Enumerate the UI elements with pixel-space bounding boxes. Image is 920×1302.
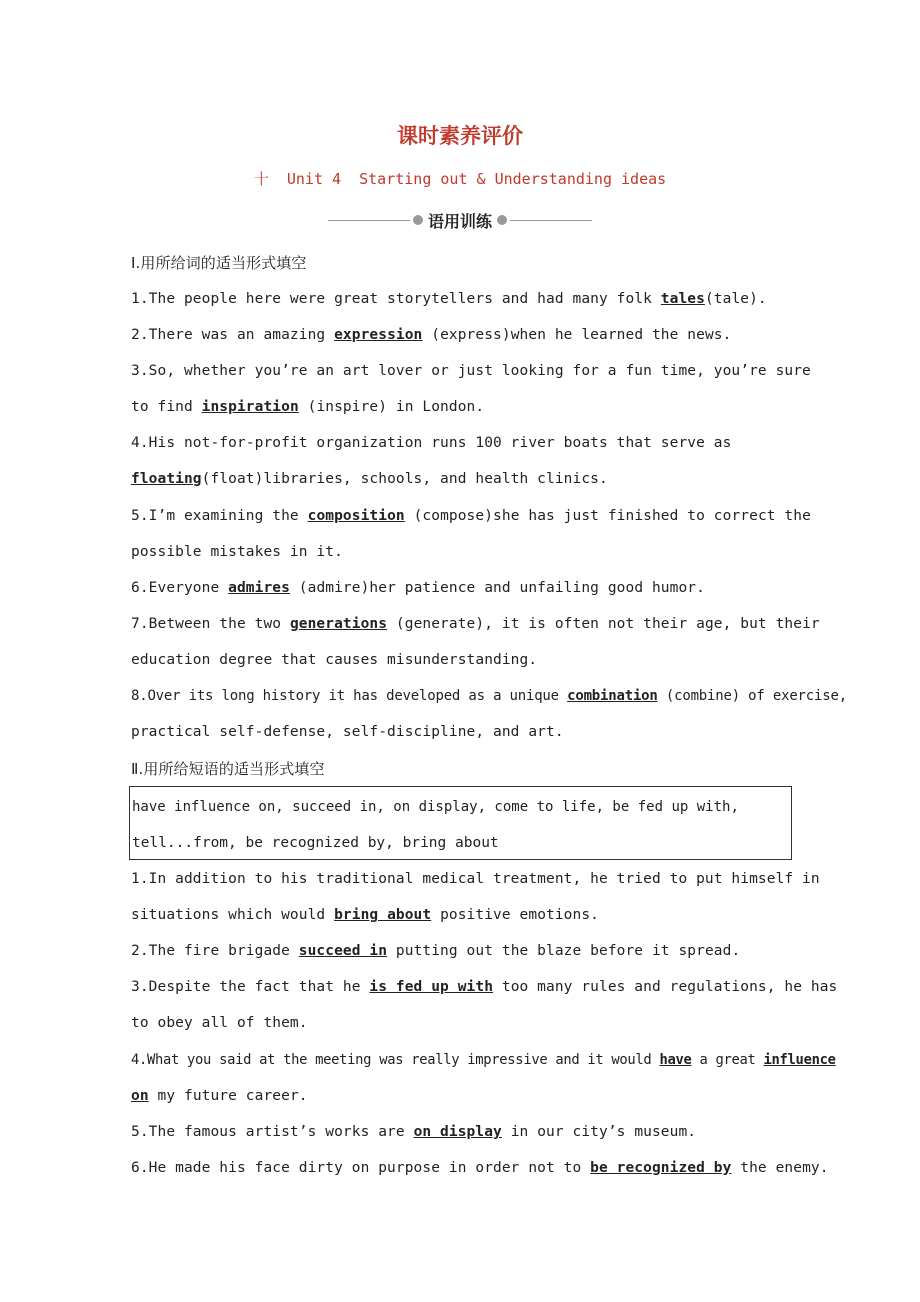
- answer: on: [131, 1088, 149, 1104]
- s1-item-8-line1: 8.Over its long history it has developed as a unique combination (combine) of exercise,: [131, 688, 847, 704]
- answer: influence: [763, 1052, 836, 1068]
- banner-label: 语用训练: [428, 211, 493, 231]
- banner-dot-icon: [413, 215, 423, 225]
- s1-item-5-line1: 5.I’m examining the composition (compose)she has just finished to correct the: [131, 508, 811, 524]
- s2-item-2: 2.The fire brigade succeed in putting out the blaze before it spread.: [131, 943, 741, 959]
- answer: tales: [660, 291, 705, 307]
- answer: generations: [289, 616, 388, 632]
- s1-item-4-line2: floating(float)libraries, schools, and health clinics.: [131, 471, 608, 487]
- phrase-box-line2: tell...from, be recognized by, bring about: [132, 835, 499, 851]
- unit-subtitle: 十 Unit 4 Starting out & Understanding ideas: [253, 170, 667, 188]
- s2-item-3-line1: 3.Despite the fact that he is fed up with too many rules and regulations, he has: [131, 979, 838, 995]
- section2-heading: Ⅱ.用所给短语的适当形式填空: [131, 760, 325, 778]
- answer: on display: [413, 1124, 502, 1140]
- answer: bring about: [334, 907, 432, 923]
- answer: combination: [567, 688, 658, 704]
- phrase-box-line1: have influence on, succeed in, on display, come to life, be fed up with,: [132, 799, 739, 815]
- s1-item-1: 1.The people here were great storytellers and had many folk tales(tale).: [131, 291, 767, 307]
- s1-item-6: 6.Everyone admires (admire)her patience and unfailing good humor.: [131, 580, 705, 596]
- s1-item-4-line1: 4.His not-for-profit organization runs 100 river boats that serve as: [131, 435, 732, 451]
- s1-item-3-line1: 3.So, whether you’re an art lover or just looking for a fun time, you’re sure: [131, 363, 811, 379]
- phrase-box: [129, 786, 792, 860]
- s2-item-6: 6.He made his face dirty on purpose in order not to be recognized by the enemy.: [131, 1160, 829, 1176]
- section-banner: [328, 208, 592, 232]
- s2-item-1-line1: 1.In addition to his traditional medical treatment, he tried to put himself in: [131, 871, 820, 887]
- s1-item-8-line2: practical self-defense, self-discipline, and art.: [131, 724, 564, 740]
- s1-item-5-line2: possible mistakes in it.: [131, 544, 343, 560]
- banner-dot-icon: [497, 215, 507, 225]
- s2-item-4-line1: 4.What you said at the meeting was really impressive and it would have a great influence: [131, 1052, 836, 1068]
- answer: floating: [131, 471, 202, 487]
- answer: admires: [228, 580, 290, 596]
- s2-item-4-line2: on my future career.: [131, 1088, 308, 1104]
- answer: composition: [307, 508, 405, 524]
- banner-rule-right: [510, 220, 592, 221]
- s2-item-3-line2: to obey all of them.: [131, 1015, 308, 1031]
- answer: expression: [334, 327, 423, 343]
- section1-heading: Ⅰ.用所给词的适当形式填空: [131, 254, 307, 272]
- s1-item-3-line2: to find inspiration (inspire) in London.: [131, 399, 485, 415]
- answer: have: [659, 1052, 692, 1068]
- answer: inspiration: [201, 399, 299, 415]
- s2-item-1-line2: situations which would bring about positive emotions.: [131, 907, 599, 923]
- s1-item-7-line1: 7.Between the two generations (generate), it is often not their age, but their: [131, 616, 820, 632]
- page-title: 课时素养评价: [397, 124, 523, 148]
- s1-item-7-line2: education degree that causes misunderstanding.: [131, 652, 538, 668]
- answer: succeed in: [298, 943, 388, 959]
- answer: is fed up with: [369, 979, 494, 995]
- s2-item-5: 5.The famous artist’s works are on display in our city’s museum.: [131, 1124, 697, 1140]
- answer: be recognized by: [590, 1160, 732, 1176]
- s1-item-2: 2.There was an amazing expression (express)when he learned the news.: [131, 327, 732, 343]
- banner-rule-left: [328, 220, 410, 221]
